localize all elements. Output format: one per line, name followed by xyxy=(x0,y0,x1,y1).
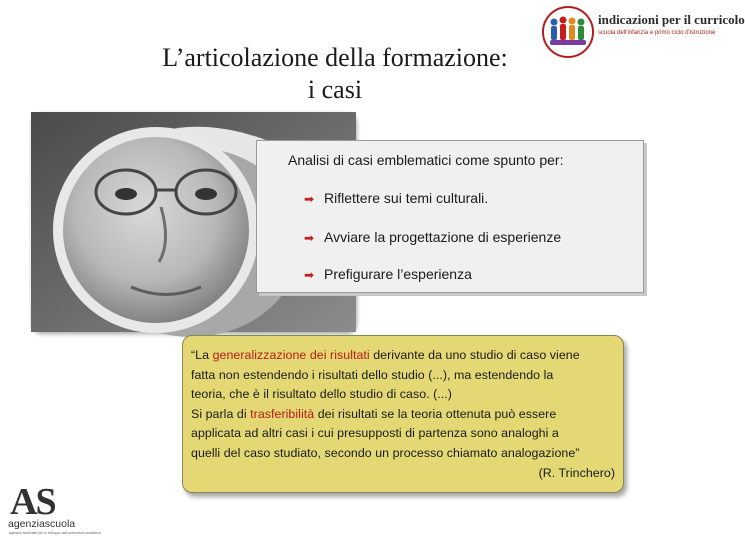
title-line-1: L’articolazione della formazione: xyxy=(162,43,508,72)
analysis-box xyxy=(256,140,644,293)
list-item xyxy=(304,229,561,245)
quote-text: dei risultati se la teoria ottenuta può essere xyxy=(314,406,557,421)
as-logo-subtitle: agenzia nazionale per lo sviluppo dell'autonomia scolastica xyxy=(9,531,101,535)
list-item-highlight: Prefigurare xyxy=(324,266,394,282)
list-item xyxy=(304,190,488,206)
quote-line: applicata ad altri casi i cui presupposti di partenza sono analoghi a xyxy=(191,426,559,441)
list-item-highlight: Riflettere xyxy=(324,190,381,206)
analysis-intro xyxy=(288,152,563,168)
title-line-2: i casi xyxy=(307,75,363,104)
quote-line xyxy=(191,346,617,366)
arrow-right-icon: ➡ xyxy=(304,231,315,245)
as-logo-mark: AS xyxy=(10,481,55,523)
arrow-right-icon: ➡ xyxy=(304,268,315,282)
quote-line: teoria, che è il risultato dello studio di caso. (...) xyxy=(191,387,452,402)
quote-author: (R. Trinchero) xyxy=(538,465,615,480)
quote-text: Si parla di xyxy=(191,406,251,421)
quote-box xyxy=(182,335,624,493)
analysis-intro-highlight: Analisi di casi emblematici xyxy=(288,152,452,168)
as-logo-name: agenziascuola xyxy=(8,518,76,530)
list-item-text: l’esperienza xyxy=(393,266,472,282)
quote-text: “La xyxy=(191,348,213,362)
children-circle-icon xyxy=(542,6,594,58)
list-item xyxy=(304,266,472,282)
quote-line: quelli del caso studiato, secondo un processo chiamato analogazione” xyxy=(191,445,580,460)
quote-line: fatta non estendendo i risultati dello studio (...), ma estendendo la xyxy=(191,367,554,382)
agenziascuola-logo xyxy=(6,482,116,534)
quote-highlight: trasferibilità xyxy=(250,406,315,421)
analysis-intro-rest: come spunto per: xyxy=(451,152,564,168)
slide-title xyxy=(100,42,570,106)
list-item-highlight: Avviare xyxy=(324,229,371,245)
quote-text: derivante da uno studio di caso viene xyxy=(369,348,580,362)
logo-subtitle: scuola dell'infanzia e primo ciclo d'istruzione xyxy=(598,30,716,36)
quote-line xyxy=(191,405,617,425)
quote-highlight: generalizzazione dei risultati xyxy=(212,348,370,362)
logo-title: indicazioni per il curricolo xyxy=(598,12,745,27)
list-item-text: la progettazione di esperienze xyxy=(370,229,562,245)
arrow-right-icon: ➡ xyxy=(304,192,315,206)
list-item-text: sui temi culturali. xyxy=(380,190,489,206)
indicazioni-curricolo-logo xyxy=(540,6,745,62)
